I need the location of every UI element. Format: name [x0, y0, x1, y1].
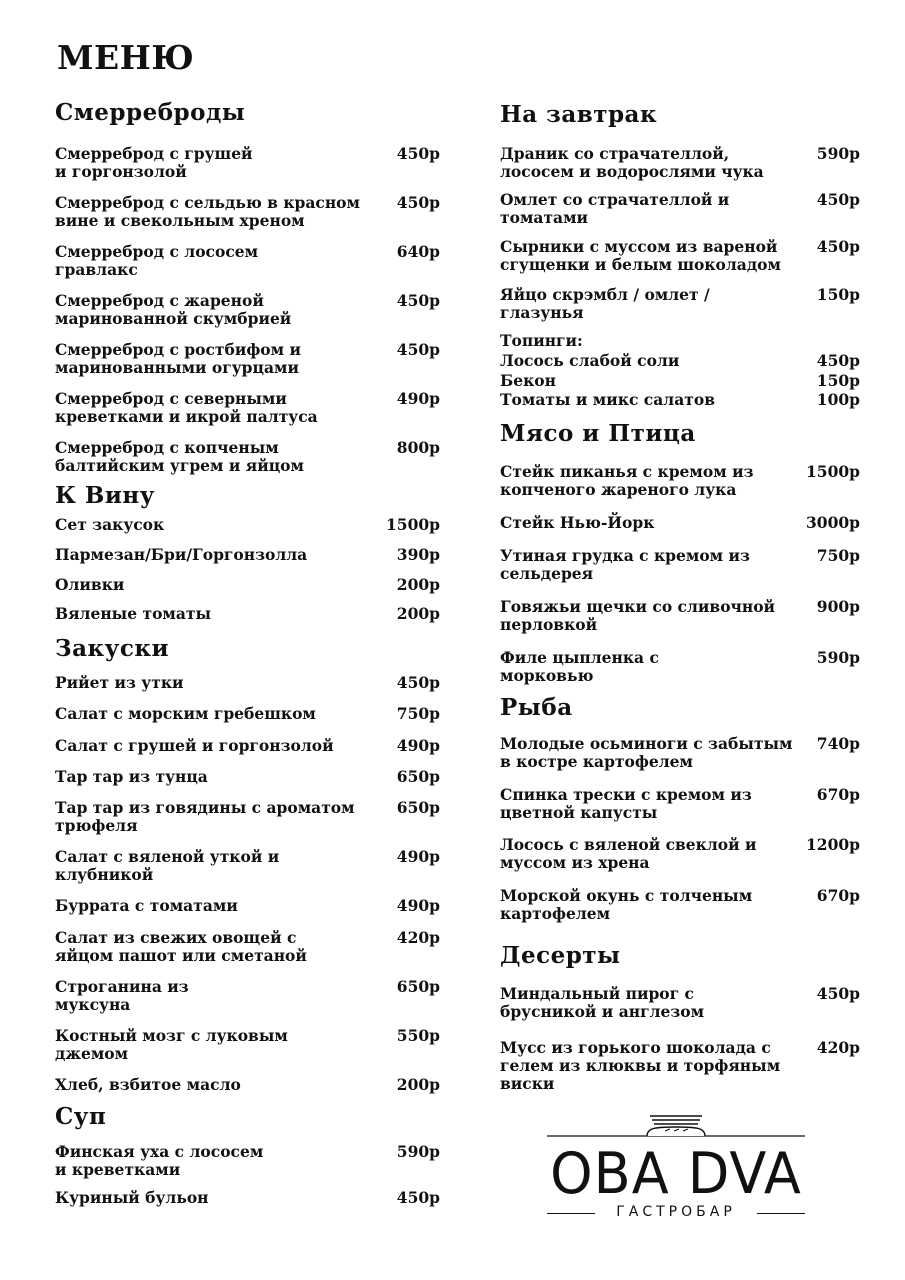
menu-item — [500, 1039, 860, 1093]
item-price: 650р — [396, 767, 440, 786]
item-price: 640р — [396, 242, 440, 261]
item-name: Омлет со страчателлой и томатами — [500, 190, 730, 227]
menu-item — [55, 1189, 440, 1207]
item-price: 800р — [396, 438, 440, 457]
item-price: 900р — [816, 597, 860, 616]
section-meat — [500, 419, 860, 449]
menu-item — [55, 390, 440, 426]
menu-item — [500, 286, 860, 322]
menu-item — [500, 514, 860, 532]
item-name: Строганина из муксуна — [55, 977, 189, 1014]
item-name: Филе цыпленка с морковью — [500, 648, 659, 685]
item-price: 750р — [816, 546, 860, 565]
item-price: 490р — [396, 389, 440, 408]
menu-item — [500, 463, 860, 499]
section-desserts — [500, 941, 860, 971]
item-price: 750р — [396, 704, 440, 723]
section-title: Суп — [55, 1103, 107, 1130]
menu-item — [55, 674, 440, 692]
item-name: Оливки — [55, 575, 125, 594]
section-k-vinu — [55, 481, 440, 511]
menu-item — [55, 145, 440, 181]
item-price: 450р — [396, 193, 440, 212]
menu-item — [55, 705, 440, 723]
item-price: 450р — [396, 1188, 440, 1207]
menu-item — [55, 1143, 440, 1179]
item-price: 590р — [816, 648, 860, 667]
menu-item — [500, 649, 860, 685]
item-name: Пармезан/Бри/Горгонзолла — [55, 545, 308, 564]
menu-item — [500, 191, 860, 227]
item-price: 490р — [396, 736, 440, 755]
section-title: Смерреброды — [55, 99, 246, 126]
section-title: Мясо и Птица — [500, 420, 696, 447]
topping-item — [500, 352, 860, 370]
section-fish — [500, 693, 860, 723]
section-smorrebrod — [55, 98, 440, 128]
item-price: 450р — [396, 340, 440, 359]
item-price: 390р — [396, 545, 440, 564]
item-name: Тар тар из тунца — [55, 767, 208, 786]
item-name: Утиная грудка с кремом из сельдерея — [500, 546, 750, 583]
section-title: Рыба — [500, 694, 573, 721]
item-price: 590р — [396, 1142, 440, 1161]
toppings-label: Топинги: — [500, 331, 583, 350]
menu-item — [500, 735, 860, 771]
item-name: Салат из свежих овощей с яйцом пашот или сметаной — [55, 928, 307, 965]
item-name: Драник со страчателлой, лососем и водорослями чука — [500, 144, 764, 181]
item-name: Мусс из горького шоколада с гелем из клюквы и торфяным виски — [500, 1038, 781, 1093]
topping-item — [500, 391, 860, 409]
menu-item — [55, 194, 440, 230]
item-price: 490р — [396, 847, 440, 866]
item-name: Стейк Нью-Йорк — [500, 513, 655, 532]
section-title: Закуски — [55, 635, 169, 662]
item-name: Сырники с муссом из вареной сгущенки и белым шоколадом — [500, 237, 781, 274]
item-price: 150р — [816, 285, 860, 304]
item-name: Финская уха с лососем и креветками — [55, 1142, 264, 1179]
menu-item — [500, 238, 860, 274]
topping-item — [500, 372, 860, 390]
menu-item — [55, 605, 440, 623]
menu-item — [55, 292, 440, 328]
item-price: 450р — [396, 144, 440, 163]
item-name: Смерреброд с сельдью в красном вине и свекольным хреном — [55, 193, 360, 230]
logo-subtitle: ГАСТРОБАР — [616, 1204, 736, 1220]
item-price: 450р — [816, 237, 860, 256]
item-price: 1500р — [806, 462, 860, 481]
item-price: 650р — [396, 798, 440, 817]
logo-wordmark: OBA DVA — [550, 1140, 802, 1207]
menu-item — [55, 243, 440, 279]
menu-item — [500, 887, 860, 923]
menu-item — [55, 768, 440, 786]
item-name: Смерреброд с жареной маринованной скумбрией — [55, 291, 292, 328]
section-title: К Вину — [55, 482, 155, 509]
item-name: Морской окунь с толченым картофелем — [500, 886, 753, 923]
item-price: 420р — [396, 928, 440, 947]
menu-item — [500, 786, 860, 822]
item-name: Яйцо скрэмбл / омлет / глазунья — [500, 285, 710, 322]
item-name: Говяжьи щечки со сливочной перловкой — [500, 597, 776, 634]
item-price: 490р — [396, 896, 440, 915]
menu-item — [55, 848, 440, 884]
item-price: 670р — [816, 785, 860, 804]
item-price: 1200р — [806, 835, 860, 854]
item-price: 200р — [396, 604, 440, 623]
item-price: 550р — [396, 1026, 440, 1045]
item-name: Бекон — [500, 371, 556, 390]
item-price: 200р — [396, 575, 440, 594]
item-name: Молодые осьминоги с забытым в костре картофелем — [500, 734, 793, 771]
item-name: Смерреброд с копченым балтийским угрем и яйцом — [55, 438, 304, 475]
item-price: 100р — [816, 390, 860, 409]
menu-item — [55, 978, 440, 1014]
menu-item — [55, 576, 440, 594]
section-title: Десерты — [500, 942, 621, 969]
brand-logo — [547, 1112, 805, 1222]
divider — [757, 1213, 805, 1214]
menu-item — [55, 1076, 440, 1094]
menu-item — [55, 897, 440, 915]
item-price: 740р — [816, 734, 860, 753]
menu-item — [55, 439, 440, 475]
section-title: На завтрак — [500, 101, 658, 128]
item-name: Миндальный пирог с брусникой и англезом — [500, 984, 705, 1021]
item-price: 670р — [816, 886, 860, 905]
item-name: Тар тар из говядины с ароматом трюфеля — [55, 798, 355, 835]
item-name: Лосось слабой соли — [500, 351, 680, 370]
item-price: 200р — [396, 1075, 440, 1094]
menu-item — [55, 737, 440, 755]
item-name: Рийет из утки — [55, 673, 184, 692]
item-name: Смерреброд с северными креветками и икрой палтуса — [55, 389, 318, 426]
item-price: 450р — [396, 291, 440, 310]
item-name: Томаты и микс салатов — [500, 390, 715, 409]
item-price: 450р — [396, 673, 440, 692]
item-name: Салат с вяленой уткой и клубникой — [55, 847, 280, 884]
menu-item — [500, 836, 860, 872]
item-price: 590р — [816, 144, 860, 163]
item-name: Буррата с томатами — [55, 896, 238, 915]
item-name: Костный мозг с луковым джемом — [55, 1026, 288, 1063]
item-name: Салат с морским гребешком — [55, 704, 316, 723]
item-price: 3000р — [806, 513, 860, 532]
page-title: МЕНЮ — [57, 38, 195, 77]
item-name: Лосось с вяленой свеклой и муссом из хрена — [500, 835, 757, 872]
menu-item — [55, 799, 440, 835]
menu-item — [500, 985, 860, 1021]
item-price: 450р — [816, 190, 860, 209]
item-price: 450р — [816, 984, 860, 1003]
menu-item — [55, 546, 440, 564]
menu-item — [500, 598, 860, 634]
item-name: Смерреброд с лососем гравлакс — [55, 242, 259, 279]
item-price: 450р — [816, 351, 860, 370]
item-name: Смерреброд с грушей и горгонзолой — [55, 144, 253, 181]
menu-item — [500, 547, 860, 583]
item-price: 650р — [396, 977, 440, 996]
item-name: Куриный бульон — [55, 1188, 209, 1207]
item-name: Вяленые томаты — [55, 604, 212, 623]
menu-item — [55, 1027, 440, 1063]
menu-item — [55, 929, 440, 965]
section-breakfast — [500, 100, 860, 130]
item-price: 1500р — [386, 515, 440, 534]
menu-item — [55, 516, 440, 534]
section-zakuski — [55, 634, 440, 664]
item-name: Спинка трески с кремом из цветной капусты — [500, 785, 752, 822]
menu-item — [500, 145, 860, 181]
item-name: Хлеб, взбитое масло — [55, 1075, 241, 1094]
menu-item — [55, 341, 440, 377]
item-name: Смерреброд с ростбифом и маринованными огурцами — [55, 340, 302, 377]
item-price: 420р — [816, 1038, 860, 1057]
section-sup — [55, 1102, 440, 1132]
item-name: Стейк пиканья с кремом из копченого жареного лука — [500, 462, 754, 499]
item-price: 150р — [816, 371, 860, 390]
item-name: Салат с грушей и горгонзолой — [55, 736, 334, 755]
item-name: Сет закусок — [55, 515, 165, 534]
